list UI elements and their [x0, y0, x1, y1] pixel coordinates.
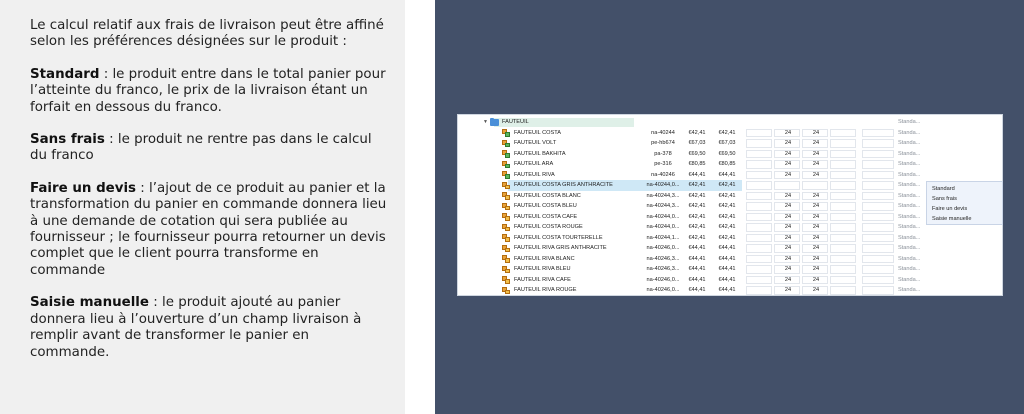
- grid-cell[interactable]: [862, 276, 894, 285]
- product-name: FAUTEUIL VOLT: [514, 140, 557, 146]
- product-name: FAUTEUIL COSTA TOURTERELLE: [514, 234, 603, 241]
- product-reference: na-40244,1...: [646, 234, 680, 241]
- category-row[interactable]: [458, 117, 1003, 128]
- shipping-mode-cell[interactable]: Standa...: [898, 192, 921, 199]
- grid-cell[interactable]: [862, 171, 894, 180]
- product-price: €42,41: [688, 203, 706, 209]
- term-sans-frais: Sans frais: [30, 132, 105, 148]
- table-row[interactable]: [458, 180, 1003, 191]
- grid-cell[interactable]: [862, 213, 894, 222]
- intro-text: Le calcul relatif aux frais de livraison peut être affiné selon les préférences désignées sur le produit :: [30, 18, 384, 50]
- grid-cell[interactable]: [830, 150, 856, 159]
- product-icon: [502, 224, 510, 232]
- table-row[interactable]: [458, 222, 1003, 233]
- product-price: €42,41: [688, 224, 706, 230]
- product-quantity: 24: [784, 245, 792, 251]
- product-reference: pe-316: [654, 161, 672, 167]
- grid-cell[interactable]: [746, 171, 772, 180]
- grid-cell[interactable]: [830, 139, 856, 148]
- grid-cell[interactable]: [862, 202, 894, 211]
- table-row[interactable]: [458, 170, 1003, 181]
- product-price-2: €80,85: [718, 161, 736, 167]
- product-name: FAUTEUIL RIVA: [514, 171, 555, 178]
- grid-cell[interactable]: [830, 255, 856, 264]
- grid-cell[interactable]: [862, 234, 894, 243]
- term-faire-un-devis: Faire un devis: [30, 180, 137, 196]
- grid-cell[interactable]: [802, 181, 828, 190]
- shipping-mode-cell[interactable]: Standa...: [898, 234, 921, 241]
- grid-cell[interactable]: [746, 244, 772, 253]
- option-standard-description: Standard : le produit entre dans le total panier pour l’atteinte du franco, le prix de la livraison étant un forfait en dessous du franco.: [30, 66, 386, 115]
- grid-cell[interactable]: [862, 160, 894, 169]
- product-icon: [502, 234, 510, 242]
- table-row[interactable]: [458, 159, 1003, 170]
- shipping-mode-cell[interactable]: Standa...: [898, 119, 921, 125]
- product-quantity: 24: [784, 129, 792, 136]
- product-price: €42,41: [688, 213, 706, 220]
- grid-cell[interactable]: [862, 286, 894, 295]
- product-icon: [502, 150, 510, 158]
- product-name: FAUTEUIL RIVA BLEU: [514, 266, 571, 272]
- product-reference: na-40244,0...: [646, 182, 680, 188]
- product-reference: na-40246,0...: [646, 245, 680, 251]
- shipping-mode-cell[interactable]: Standa...: [898, 161, 921, 167]
- grid-cell[interactable]: [830, 265, 856, 274]
- shipping-mode-dropdown[interactable]: [926, 181, 1003, 225]
- dropdown-option-standard[interactable]: Standard: [932, 186, 955, 192]
- product-quantity-2: 24: [812, 192, 820, 199]
- product-price: €69,50: [688, 150, 706, 157]
- product-reference: na-40244,3...: [646, 192, 680, 199]
- shipping-mode-cell[interactable]: Standa...: [898, 203, 921, 209]
- product-quantity: 24: [784, 150, 792, 157]
- product-price-2: €42,41: [718, 213, 736, 220]
- product-quantity-2: 24: [812, 287, 820, 293]
- shipping-mode-cell[interactable]: Standa...: [898, 150, 921, 157]
- product-name: FAUTEUIL RIVA BLANC: [514, 255, 575, 262]
- product-quantity: 24: [784, 213, 792, 220]
- product-reference: na-40246,3...: [646, 266, 680, 272]
- product-reference: na-40244,0...: [646, 213, 680, 220]
- table-row[interactable]: [458, 138, 1003, 149]
- grid-cell[interactable]: [830, 234, 856, 243]
- product-quantity: 24: [784, 276, 792, 283]
- product-reference: pa-378: [654, 150, 672, 157]
- product-reference: na-40244,0...: [646, 224, 680, 230]
- product-price-2: €67,03: [718, 140, 736, 146]
- grid-cell[interactable]: [746, 160, 772, 169]
- product-price-2: €42,41: [718, 234, 736, 241]
- product-price-2: €44,41: [718, 266, 736, 272]
- grid-cell[interactable]: [746, 181, 772, 190]
- product-quantity-2: 24: [812, 140, 820, 146]
- table-row[interactable]: [458, 149, 1003, 160]
- product-price: €44,41: [688, 245, 706, 251]
- table-row[interactable]: [458, 128, 1003, 139]
- shipping-mode-cell[interactable]: Standa...: [898, 224, 921, 230]
- product-name: FAUTEUIL BAKHITA: [514, 150, 566, 157]
- product-price-2: €42,41: [718, 224, 736, 230]
- product-icon: [502, 171, 510, 179]
- product-price: €42,41: [688, 129, 706, 136]
- folder-icon: [490, 119, 499, 126]
- grid-cell[interactable]: [746, 192, 772, 201]
- product-price: €44,41: [688, 255, 706, 262]
- product-icon: [502, 287, 510, 295]
- product-quantity-2: 24: [812, 129, 820, 136]
- product-reference: na-40246,0...: [646, 287, 680, 293]
- product-grid: [457, 114, 1003, 296]
- product-price-2: €42,41: [718, 203, 736, 209]
- product-quantity: 24: [784, 255, 792, 262]
- product-quantity-2: 24: [812, 255, 820, 262]
- product-reference: na-40246: [651, 171, 675, 178]
- product-icon: [502, 245, 510, 253]
- product-icon: [502, 203, 510, 211]
- term-saisie-manuelle: Saisie manuelle: [30, 295, 149, 311]
- grid-cell[interactable]: [746, 213, 772, 222]
- shipping-mode-cell[interactable]: Standa...: [898, 129, 921, 136]
- product-quantity-2: 24: [812, 234, 820, 241]
- grid-cell[interactable]: [830, 160, 856, 169]
- grid-cell[interactable]: [862, 150, 894, 159]
- product-icon: [502, 161, 510, 169]
- product-icon: [502, 255, 510, 263]
- shipping-mode-cell[interactable]: Standa...: [898, 287, 921, 293]
- product-price-2: €44,41: [718, 287, 736, 293]
- dropdown-option-saisie-manuelle[interactable]: Saisie manuelle: [932, 216, 972, 222]
- product-quantity-2: 24: [812, 224, 820, 230]
- product-name: FAUTEUIL COSTA BLEU: [514, 203, 577, 209]
- table-row[interactable]: [458, 201, 1003, 212]
- grid-cell[interactable]: [746, 150, 772, 159]
- grid-cell[interactable]: [862, 223, 894, 232]
- product-price-2: €44,41: [718, 276, 736, 283]
- product-price: €42,41: [688, 234, 706, 241]
- grid-cell[interactable]: [830, 202, 856, 211]
- term-standard: Standard: [30, 66, 100, 82]
- product-price: €42,41: [688, 192, 706, 199]
- expand-triangle-icon[interactable]: ▼: [483, 119, 488, 125]
- grid-cell[interactable]: [774, 181, 800, 190]
- product-quantity: 24: [784, 192, 792, 199]
- product-quantity-2: 24: [812, 171, 820, 178]
- product-name: FAUTEUIL RIVA ROUGE: [514, 287, 577, 293]
- grid-cell[interactable]: [746, 223, 772, 232]
- grid-cell[interactable]: [862, 129, 894, 138]
- grid-cell[interactable]: [746, 276, 772, 285]
- product-quantity-2: 24: [812, 150, 820, 157]
- product-quantity-2: 24: [812, 161, 820, 167]
- product-quantity: 24: [784, 224, 792, 230]
- product-quantity-2: 24: [812, 213, 820, 220]
- product-price: €44,41: [688, 276, 706, 283]
- shipping-mode-cell[interactable]: Standa...: [898, 276, 921, 283]
- table-row[interactable]: [458, 285, 1003, 296]
- grid-cell[interactable]: [746, 129, 772, 138]
- shipping-mode-cell[interactable]: Standa...: [898, 213, 921, 220]
- option-saisie-manuelle-description: Saisie manuelle : le produit ajouté au panier donnera lieu à l’ouverture d’un champ livraison à remplir avant de transformer le panier en commande.: [30, 295, 362, 360]
- product-quantity: 24: [784, 161, 792, 167]
- product-name: FAUTEUIL COSTA GRIS ANTHRACITE: [514, 182, 613, 188]
- grid-cell[interactable]: [830, 129, 856, 138]
- product-quantity-2: 24: [812, 203, 820, 209]
- shipping-mode-cell[interactable]: Standa...: [898, 171, 921, 178]
- grid-cell[interactable]: [746, 139, 772, 148]
- product-quantity-2: 24: [812, 276, 820, 283]
- grid-cell[interactable]: [862, 139, 894, 148]
- product-icon: [502, 213, 510, 221]
- grid-cell[interactable]: [830, 192, 856, 201]
- table-row[interactable]: [458, 233, 1003, 244]
- product-price: €44,41: [688, 171, 706, 178]
- grid-cell[interactable]: [830, 213, 856, 222]
- product-quantity-2: 24: [812, 266, 820, 272]
- table-row[interactable]: [458, 191, 1003, 202]
- product-icon: [502, 182, 510, 190]
- product-quantity-2: 24: [812, 245, 820, 251]
- spacer: [405, 0, 435, 414]
- product-reference: na-40246,0...: [646, 276, 680, 283]
- product-price-2: €42,41: [718, 129, 736, 136]
- table-row[interactable]: [458, 254, 1003, 265]
- product-reference: na-40244,3...: [646, 203, 680, 209]
- product-name: FAUTEUIL RIVA CAFE: [514, 276, 571, 283]
- explanation-panel: [0, 0, 405, 414]
- product-price-2: €44,41: [718, 255, 736, 262]
- product-name: FAUTEUIL RIVA GRIS ANTHRACITE: [514, 245, 607, 251]
- product-price: €80,85: [688, 161, 706, 167]
- product-price: €44,41: [688, 266, 706, 272]
- product-icon: [502, 129, 510, 137]
- grid-cell[interactable]: [830, 244, 856, 253]
- grid-cell[interactable]: [862, 192, 894, 201]
- grid-cell[interactable]: [862, 181, 894, 190]
- product-quantity: 24: [784, 171, 792, 178]
- grid-cell[interactable]: [746, 234, 772, 243]
- option-sans-frais-description: Sans frais : le produit ne rentre pas dans le calcul du franco: [30, 132, 372, 164]
- product-icon: [502, 266, 510, 274]
- product-icon: [502, 140, 510, 148]
- table-row[interactable]: [458, 243, 1003, 254]
- grid-cell[interactable]: [746, 265, 772, 274]
- grid-cell[interactable]: [830, 171, 856, 180]
- table-row[interactable]: [458, 264, 1003, 275]
- grid-cell[interactable]: [862, 265, 894, 274]
- shipping-mode-cell[interactable]: Standa...: [898, 266, 921, 272]
- shipping-mode-cell[interactable]: Standa...: [898, 255, 921, 262]
- product-quantity: 24: [784, 266, 792, 272]
- grid-cell[interactable]: [746, 255, 772, 264]
- table-row[interactable]: [458, 275, 1003, 286]
- product-price-2: €44,41: [718, 245, 736, 251]
- shipping-mode-cell[interactable]: Standa...: [898, 182, 921, 188]
- grid-cell[interactable]: [862, 244, 894, 253]
- product-name: FAUTEUIL COSTA: [514, 129, 561, 136]
- grid-cell[interactable]: [830, 286, 856, 295]
- product-reference: na-40244: [651, 129, 675, 136]
- product-reference: pe-hb674: [651, 140, 675, 146]
- product-price-2: €69,50: [718, 150, 736, 157]
- product-reference: na-40246,3...: [646, 255, 680, 262]
- product-name: FAUTEUIL ARA: [514, 161, 554, 167]
- product-price: €42,41: [688, 182, 706, 188]
- grid-cell[interactable]: [830, 223, 856, 232]
- product-price: €67,03: [688, 140, 706, 146]
- table-row[interactable]: [458, 212, 1003, 223]
- product-quantity: 24: [784, 140, 792, 146]
- grid-cell[interactable]: [746, 286, 772, 295]
- product-price-2: €42,41: [718, 192, 736, 199]
- grid-cell[interactable]: [830, 181, 856, 190]
- product-price-2: €44,41: [718, 171, 736, 178]
- dropdown-option-faire-un-devis[interactable]: Faire un devis: [932, 206, 968, 212]
- grid-cell[interactable]: [746, 202, 772, 211]
- grid-cell[interactable]: [830, 276, 856, 285]
- grid-cell[interactable]: [862, 255, 894, 264]
- product-price: €44,41: [688, 287, 706, 293]
- product-quantity: 24: [784, 203, 792, 209]
- dropdown-option-sans-frais[interactable]: Sans frais: [932, 196, 957, 202]
- product-icon: [502, 276, 510, 284]
- product-name: FAUTEUIL COSTA ROUGE: [514, 224, 583, 230]
- shipping-mode-cell[interactable]: Standa...: [898, 140, 921, 146]
- option-devis-description: Faire un devis : l’ajout de ce produit au panier et la transformation du panier en commande donnera lieu à une demande de cotation qui sera publiée au fournisseur ; le fournisseur pourra retourner un devis complet que le client pourra transforme en commande: [30, 180, 387, 278]
- shipping-mode-cell[interactable]: Standa...: [898, 245, 921, 251]
- product-name: FAUTEUIL COSTA BLANC: [514, 192, 581, 199]
- product-icon: [502, 192, 510, 200]
- product-name: FAUTEUIL COSTA CAFE: [514, 213, 578, 220]
- product-quantity: 24: [784, 234, 792, 241]
- product-price-2: €42,41: [718, 182, 736, 188]
- product-quantity: 24: [784, 287, 792, 293]
- category-name: FAUTEUIL: [502, 119, 529, 125]
